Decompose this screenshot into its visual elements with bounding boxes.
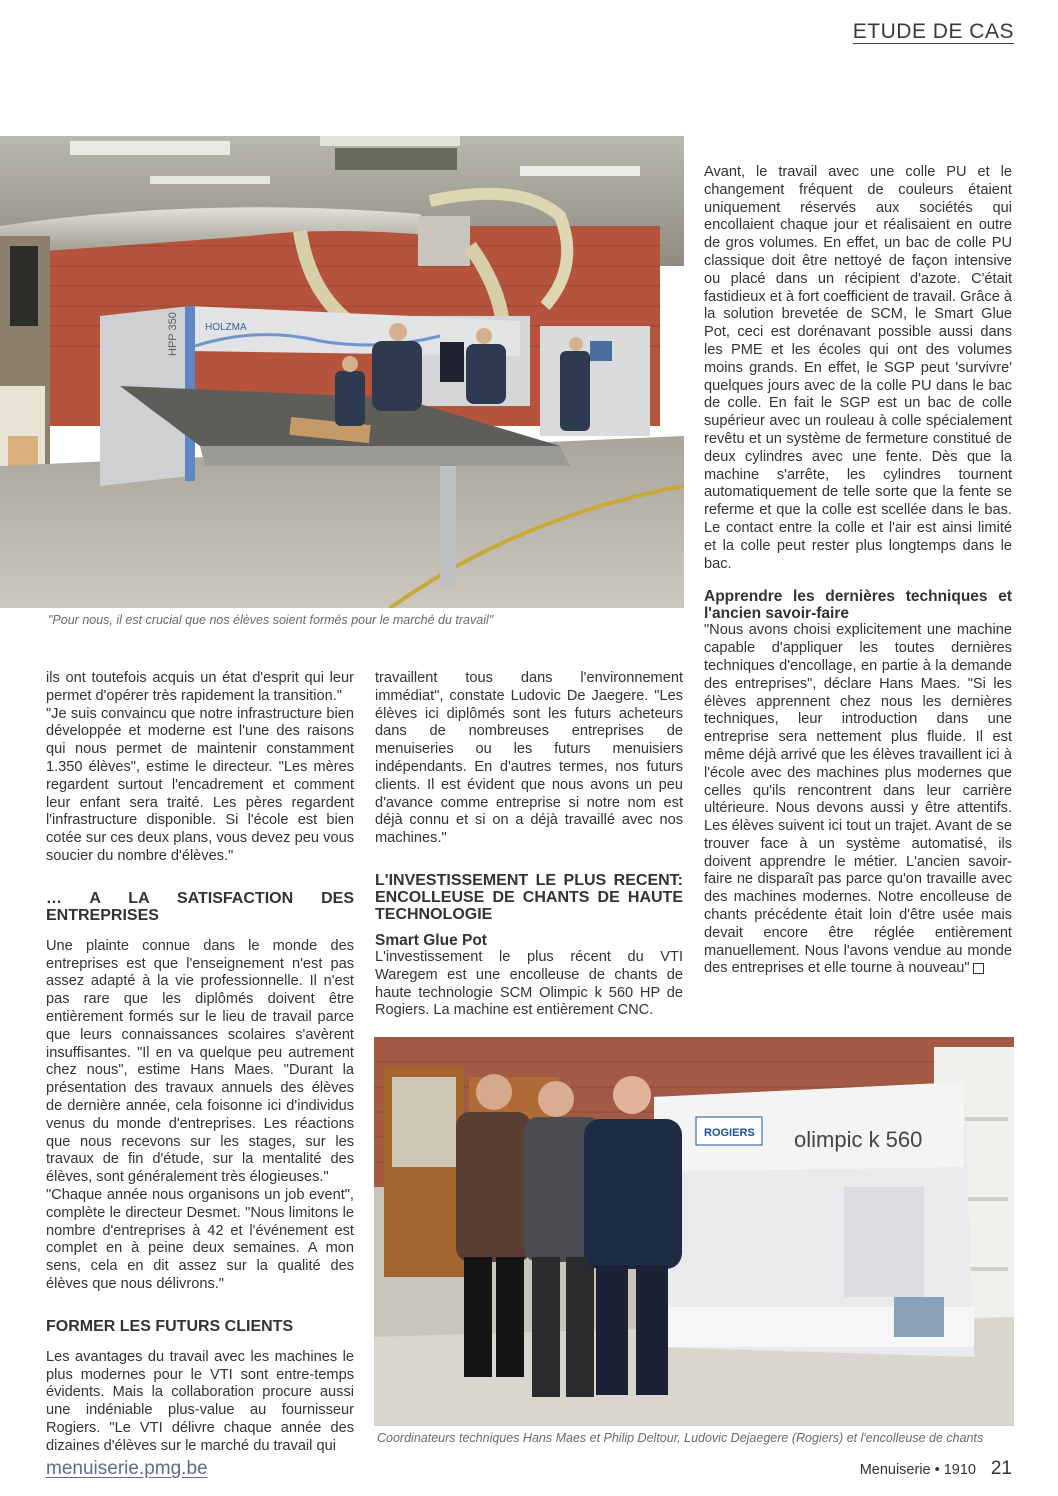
middle-column [375,670,683,1020]
machine-model-text: HPP 350 [167,312,179,356]
section-heading: … A LA SATISFACTION DES ENTREPRISES [46,889,354,924]
paragraph: "Je suis convaincu que notre infrastructure bien développée et moderne est l'une des raisons qui nous permet de maintenir constamment 1.350 élèves", estime le directeur. "Les mères regardent surtout l'encadrement et comment leur enfant sera traité. Les pères regardent l'infrastructure disponible. Si l'école est bien cotée sur ces deux plans, vous devez peu vous soucier du nombre d'élèves." [46,705,354,864]
paragraph: "Nous avons choisi explicitement une machine capable d'appliquer les toutes dernières techniques d'encollage, en partie à la demande des entreprises", déclare Hans Maes. "Si les élèves apprennent chez nous les dernières techniques, leur introduction dans une entreprise sera nettement plus fluide. Il est même déjà arrivé que les élèves travaillent ici à l'école avec des machines plus modernes que celles qu'ils rencontrent dans leur carrière ultérieure. Nous devons aussi y être attentifs. Les élèves suivent ici tout un trajet. Avant de se trouver face à un système automatisé, ils doivent apprendre le métier. L'ancien savoir-faire ne disparaît pas parce qu'on travaille avec des machines modernes. Notre encolleuse de chants précédente était loin d'être usée mais devait encore être réglée entièrement manuellement. Nous l'avons vendue au monde des entreprises et elle tourne à nouveau" [704,622,1012,977]
page-number: 21 [990,1458,1012,1479]
paragraph: "Chaque année nous organisons un job event", complète le directeur Desmet. "Nous limitons le nombre d'entreprises à 42 et l'événement est complet en à peine deux semaines. A mon sens, cela en dit assez sur la qualité des élèves que nous délivrons." [46,1186,354,1292]
team-photo-caption: Coordinateurs techniques Hans Maes et Philip Deltour, Ludovic Dejaegere (Rogiers) et l'encolleuse de chants [377,1431,984,1445]
paragraph: Une plainte connue dans le monde des entreprises est que l'enseignement n'est pas assez adapté à la vie professionnelle. Il n'est pas rare que les diplômés doivent être entièrement formés sur le lieu de travail parce que leurs connaissances scolaires s'avèrent insuffisantes. "Il en va quelque peu autrement chez nous", estime Hans Maes. "Durant la présentation des travaux annuels des élèves de dernière année, cela foisonne ici d'individus venus du monde d'entreprises. Les réactions que nous recevons sur les stages, sur les travaux de fin d'étude, sur la mentalité des élèves, sont généralement très élogieuses." [46,937,354,1186]
machine-brand-text: ROGIERS [704,1127,755,1139]
left-column [46,670,354,1455]
subheading: Smart Glue Pot [375,931,487,949]
paragraph: Avant, le travail avec une colle PU et le changement fréquent de couleurs étaient uniquement réservés aux sociétés qui encollaient chaque jour et réalisaient en outre de gros volumes. En effet, un bac de colle PU classique doit être nettoyé de façon intensive ou placé dans un récipient d'azote. C'était fastidieux et à fort coefficient de travail. Grâce à la solution brevetée de SCM, le Smart Glue Pot, ceci est dorénavant possible aussi dans les PME et les écoles qui ont des volumes moins grands. En effet, le SGP peut 'survivre' quelques jours avec de la colle PU dans le bac de colle. En fait le SGP est un bac de colle supérieur avec un rouleau à colle spécialement revêtu et un système de fermeture constitué de deux cylindres avec une fente. Dès que la machine s'arrête, les cylindres tournent automatiquement de telle sorte que la fente se referme et que la colle est scellée dans le bas. Le contact entre la colle et l'air est ainsi limité et la colle peut rester plus longtemps dans le bac. [704,164,1012,572]
footer-magazine-issue: Menuiserie • 1910 [859,1462,976,1478]
section-heading: FORMER LES FUTURS CLIENTS [46,1317,294,1335]
paragraph: Les avantages du travail avec les machines le plus modernes pour le VTI sont entre-temps évidents. Mais la collaboration procure aussi une indéniable plus-value au fournisseur Rogiers. "Le VTI délivre chaque année des dizaines d'élèves sur le marché du travail qui [46,1348,354,1454]
end-of-article-icon [973,963,984,974]
workshop-photo-caption: "Pour nous, il est crucial que nos élèves soient formés pour le marché du travail" [48,613,494,627]
right-column [704,164,1012,978]
paragraph: ils ont toutefois acquis un état d'esprit qui leur permet d'opérer très rapidement la transition." [46,670,354,704]
team-photo [374,1037,1014,1426]
section-heading: Apprendre les dernières techniques et l'ancien savoir-faire [704,588,1012,623]
machine-model-text: olimpic k 560 [794,1127,923,1152]
section-heading: L'INVESTISSEMENT LE PLUS RECENT: ENCOLLEUSE DE CHANTS DE HAUTE TECHNOLOGIE [375,871,683,923]
workshop-photo [0,136,684,608]
paragraph: travaillent tous dans l'environnement immédiat", constate Ludovic De Jaegere. "Les élèves ici diplômés sont les futurs acheteurs dans de nombreuses entreprises de menuiseries ou les futurs menuisiers indépendants. En d'autres termes, nos futurs clients. Il est évident que nous avons un peu d'avance comme entreprise si notre nom est déjà connu et si on a déjà travaillé avec nos machines." [375,670,683,847]
section-tag: ETUDE DE CAS [852,20,1014,43]
footer-url-link[interactable]: menuiserie.pmg.be [46,1458,208,1479]
paragraph: L'investissement le plus récent du VTI Waregem est une encolleuse de chants de haute technologie SCM Olimpic k 560 HP de Rogiers. La machine est entièrement CNC. [375,948,683,1019]
machine-brand-text: HOLZMA [205,322,247,333]
